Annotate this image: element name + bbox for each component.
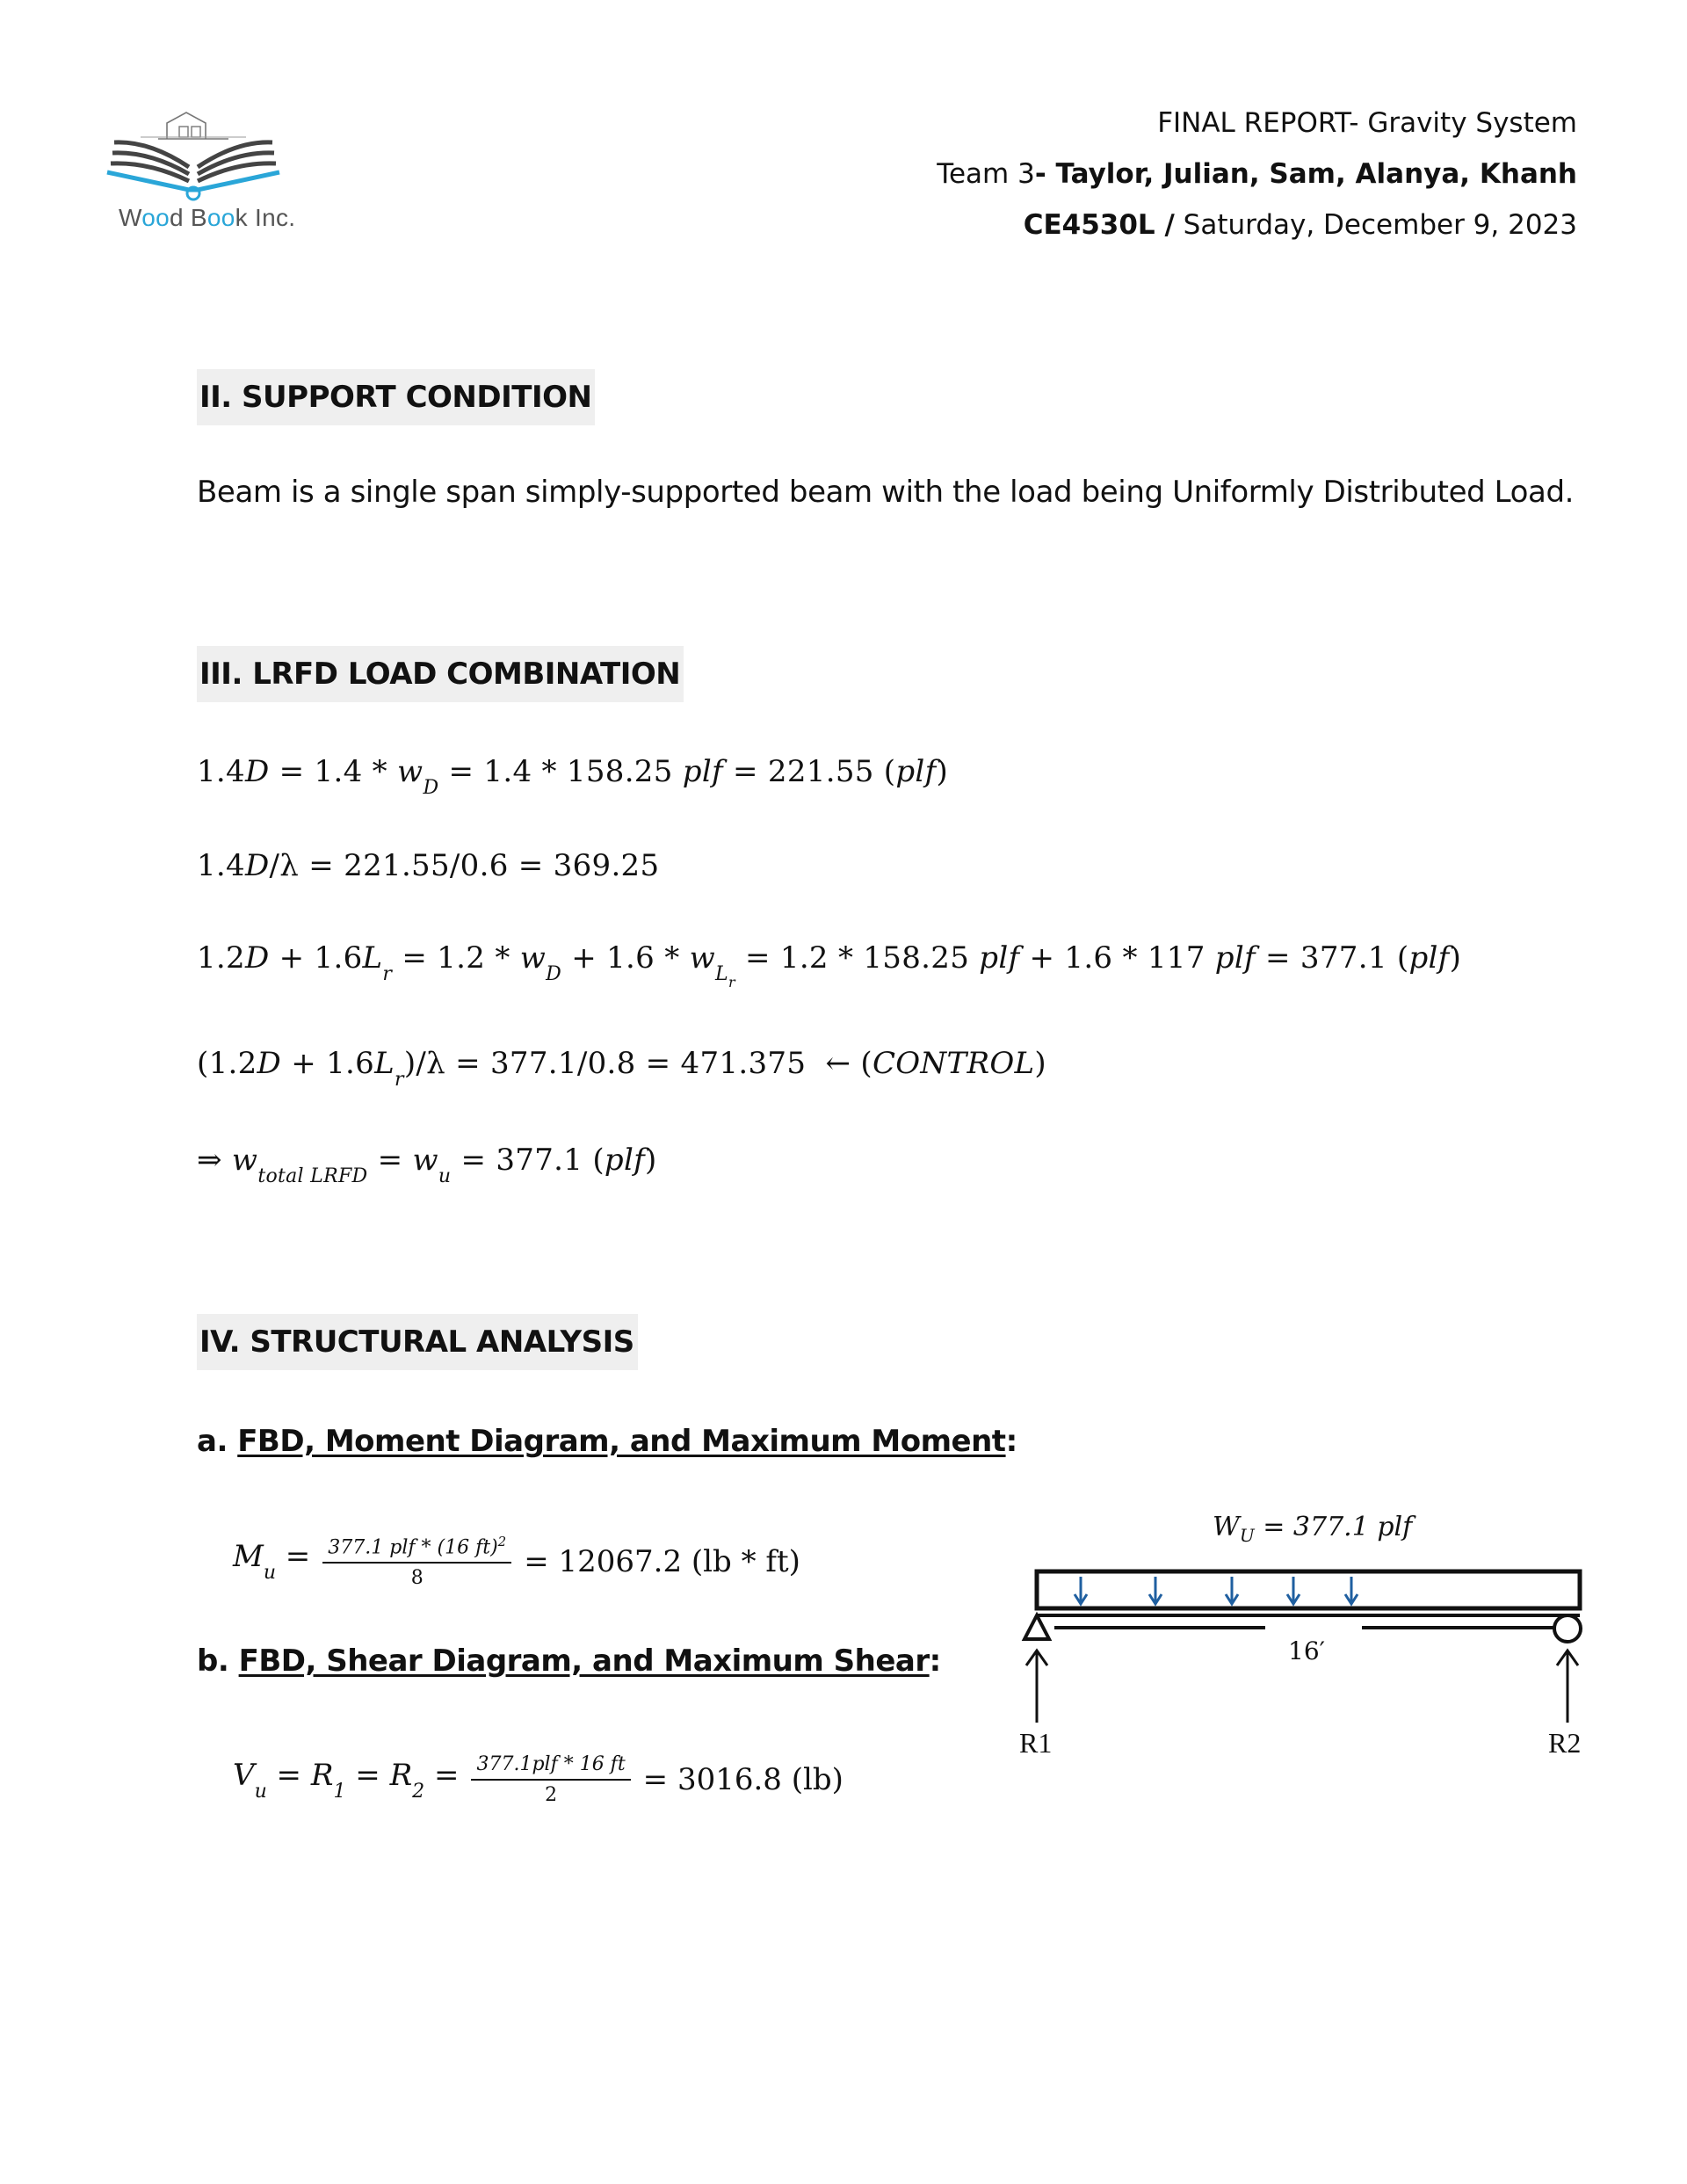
company-logo: [105, 105, 299, 237]
distributed-load-block: [1037, 1571, 1580, 1608]
max-moment-equation: $M_u$ = $\frac{377.1 plf * (16 ft)^2}{8}$ = 12067.2 (lb * ft): [233, 1534, 800, 1590]
roller-support-icon: [1554, 1615, 1581, 1642]
load-label: $W_U = 377.1$ plf: [1213, 1512, 1413, 1546]
subsection-a-title: a. FBD, Moment Diagram, and Maximum Moment:: [197, 1424, 1017, 1459]
section-title-lrfd: III. LRFD LOAD COMBINATION: [197, 646, 684, 702]
course-date-line: CE4530L / Saturday, December 9, 2023: [1023, 209, 1577, 241]
pin-support-icon: [1025, 1615, 1049, 1639]
team-line: Team 3- Taylor, Julian, Sam, Alanya, Khanh: [937, 158, 1577, 190]
span-label: 16′: [1288, 1636, 1325, 1665]
equation-1-2D-1-6Lr: $1.2D + 1.6L_r = 1.2 * w_D + 1.6 * w_{L_r} = 1.2 * 158.25$ plf + 1.6 * 117 plf = 377.1 (plf): [197, 940, 1462, 990]
book-house-logo-icon: [105, 105, 281, 202]
logo-wordmark: Wood Book Inc.: [119, 204, 296, 231]
reaction-label-r2: R2: [1548, 1727, 1582, 1759]
reaction-label-r1: R1: [1019, 1727, 1053, 1759]
equation-total-lrfd: ⇒ $w_{total LRFD} = w_u = 377.1$ (plf): [197, 1143, 657, 1187]
section-title-support: II. SUPPORT CONDITION: [197, 369, 595, 425]
shear-fraction: $\frac{\text{377.1plf * 16 ft}}{2}$: [471, 1753, 630, 1806]
moment-fraction: $\frac{377.1 plf * (16 ft)^2}{8}$: [322, 1534, 511, 1589]
max-shear-equation: $V_u = R_1 = R_2$ = $\frac{\text{377.1plf * 16 ft}}{2}$ = 3016.8 (lb): [233, 1753, 844, 1806]
equation-1-4D-lambda: 1.4D/λ = 221.55/0.6 = 369.25: [197, 848, 660, 883]
section-title-analysis: IV. STRUCTURAL ANALYSIS: [197, 1314, 638, 1370]
beam-fbd-diagram: [1019, 1512, 1599, 1775]
report-title: FINAL REPORT- Gravity System: [1157, 107, 1577, 139]
equation-control: $(1.2D + 1.6L_r)/\lambda = 377.1/0.8 = 471.375$ ← (CONTROL): [197, 1046, 1046, 1091]
support-description: Beam is a single span simply-supported beam with the load being Uniformly Distributed Load.: [197, 475, 1575, 510]
subsection-b-title: b. FBD, Shear Diagram, and Maximum Shear:: [197, 1643, 941, 1679]
equation-1-4D: $1.4D = 1.4 * w_D = 1.4 * 158.25$ plf = 221.55 (plf): [197, 754, 949, 799]
